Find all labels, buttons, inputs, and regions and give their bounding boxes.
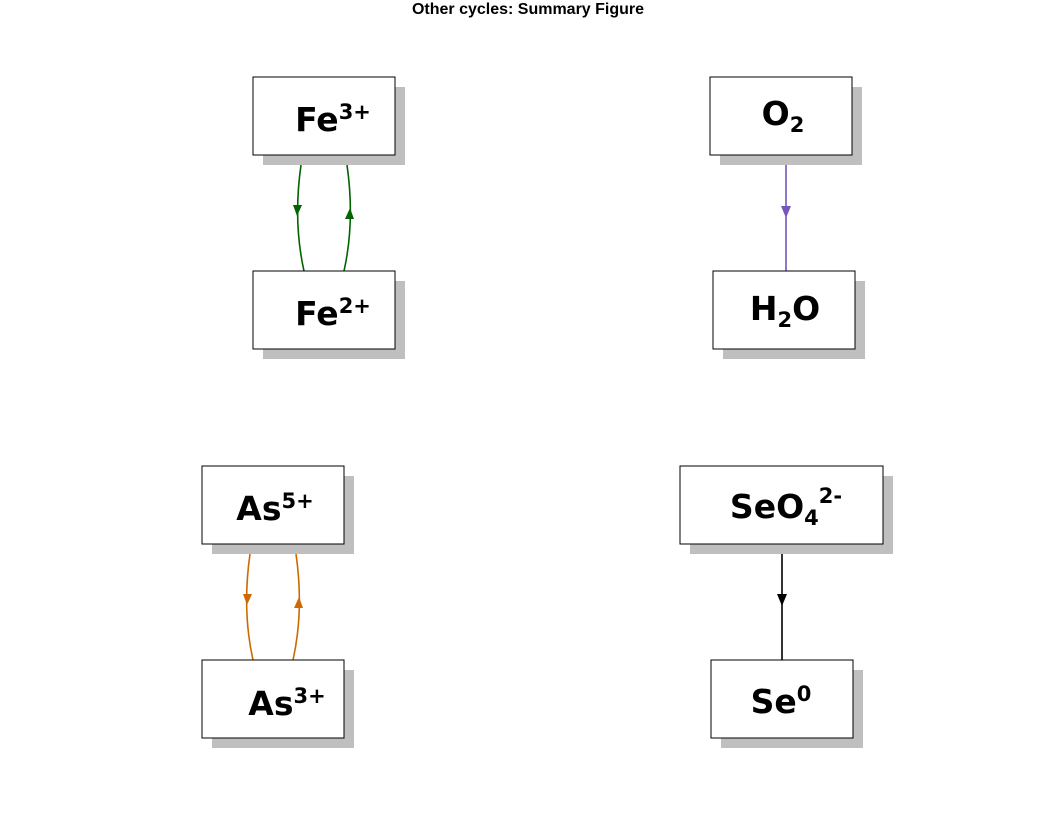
iron-reduction-arrow [298, 165, 304, 271]
h2o-base: H [749, 289, 778, 328]
as5-charge: 5+ [281, 489, 314, 513]
iron-reduction-arrowhead [293, 205, 302, 216]
selenium-reduction-arrowhead [777, 594, 787, 606]
arsenic-reduction-arrowhead [243, 594, 252, 605]
h2o-tail: O [792, 289, 821, 328]
iron-oxidation-arrowhead [345, 208, 354, 219]
seo4-subscript: 4 [804, 506, 819, 530]
se0-base: Se [750, 682, 797, 721]
fe3-charge: 3+ [338, 100, 371, 124]
oxygen-reduction-arrowhead [781, 206, 791, 218]
selenium-cycle [680, 466, 893, 748]
o2-subscript: 2 [789, 113, 805, 137]
arsenic-oxidation-arrowhead [294, 597, 303, 608]
as3-base: As [248, 684, 294, 723]
fe2-base: Fe [295, 294, 339, 333]
seo4-base: SeO [729, 487, 805, 526]
oxygen-cycle [710, 77, 865, 359]
fe3-base: Fe [295, 100, 339, 139]
arsenic-cycle [202, 466, 354, 748]
iron-cycle [253, 77, 405, 359]
se0-charge: 0 [796, 682, 812, 706]
h2o-subscript: 2 [777, 308, 793, 332]
arsenic-reduction-arrow [247, 554, 253, 660]
seo4-charge: 2- [818, 484, 843, 508]
as5-base: As [236, 489, 282, 528]
figure-title: Other cycles: Summary Figure [411, 1, 645, 18]
fe2-charge: 2+ [338, 294, 371, 318]
as3-charge: 3+ [293, 684, 326, 708]
o2-base: O [761, 94, 790, 133]
